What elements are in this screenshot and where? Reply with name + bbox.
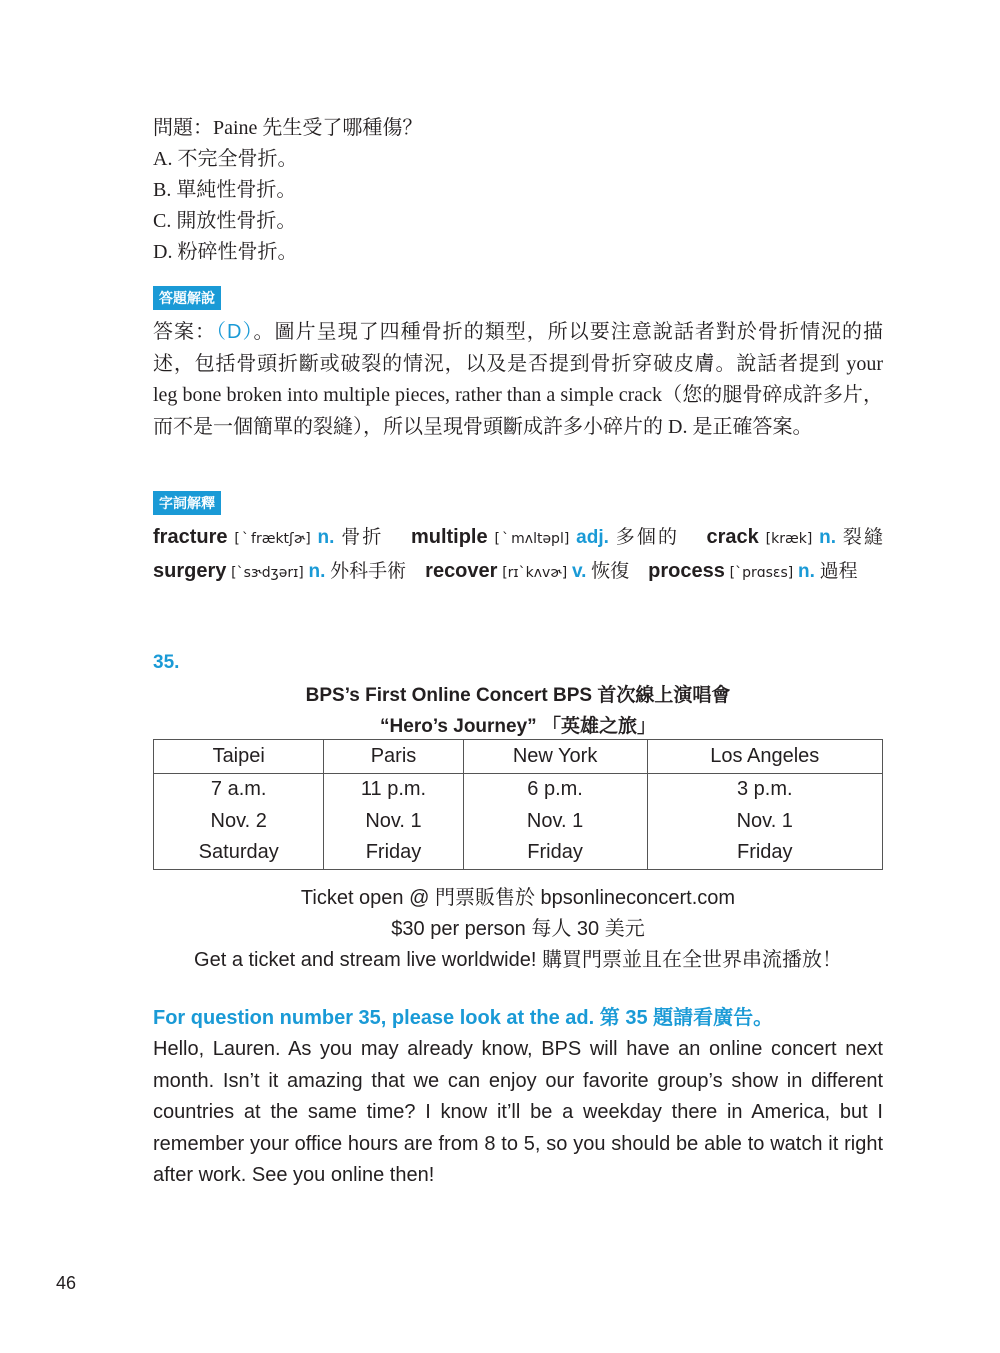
table-cell: 6 p.m. Nov. 1 Friday	[463, 774, 647, 870]
vocab-item: recover [rɪˋkʌvɚ] v. 恢復	[425, 559, 630, 582]
page-number: 46	[56, 1273, 77, 1293]
table-cell: 3 p.m. Nov. 1 Friday	[647, 774, 882, 870]
option-c: C. 開放性骨折。	[153, 210, 297, 232]
vocab-item: fracture [ˋfræktʃɚ] n. 骨折	[153, 526, 384, 548]
vocab-item: multiple [ˋmʌltəpl] adj. 多個的	[410, 526, 680, 548]
stream-line: Get a ticket and stream live worldwide! 購買門票並且在全世界串流播放！	[194, 949, 842, 971]
ad-subtitle: “Hero’s Journey” 「英雄之旅」	[380, 716, 656, 737]
ticket-line: Ticket open @ 門票販售於 bpsonlineconcert.com	[300, 887, 736, 909]
script-text: Hello, Lauren. As you may already know, BPS will have an online concert next month. Isn’t it amazing that we can enjoy our favorite group’s show in different countries at the same time? I know it’ll be a weekday there in America, but I remember your office hours are from 8 to 5, so you should be able to watch it right after work. See you online then!	[153, 1038, 883, 1186]
answer-prefix: 答案：	[153, 321, 217, 343]
answer-value: （D）	[216, 321, 254, 343]
vocab-item: surgery [ˋsɝdʒərɪ] n. 外科手術	[153, 559, 407, 582]
column-header: New York	[463, 740, 647, 774]
vocab-item: crack [kræk] n. 裂縫	[706, 526, 884, 548]
table-header-row	[154, 740, 883, 774]
option-d: D. 粉碎性骨折。	[153, 241, 298, 263]
explanation-badge: 答題解說	[153, 286, 221, 310]
table-cell: 7 a.m. Nov. 2 Saturday	[154, 774, 324, 870]
table-cell: 11 p.m. Nov. 1 Friday	[324, 774, 463, 870]
column-header: Taipei	[154, 740, 324, 774]
vocabulary-badge: 字詞解釋	[153, 491, 221, 515]
column-header: Los Angeles	[647, 740, 882, 774]
instruction-line: For question number 35, please look at the ad. 第 35 題請看廣告。	[153, 1007, 774, 1029]
column-header: Paris	[324, 740, 463, 774]
concert-schedule-table	[153, 739, 883, 870]
explanation-body: 。圖片呈現了四種骨折的類型，所以要注意說話者對於骨折情況的描述，包括骨頭折斷或破裂的情況，以及是否提到骨折穿破皮膚。說話者提到 your leg bone broken into multiple pieces, rather than a simple crack（您的腿骨碎成許多片，而不是一個簡單的裂縫），所以呈現骨頭斷成許多小碎片的 D. 是正確答案。	[153, 321, 883, 438]
option-a: A. 不完全骨折。	[153, 148, 298, 170]
ad-title: BPS’s First Online Concert BPS 首次線上演唱會	[305, 685, 731, 706]
question-prompt: 問題：Paine 先生受了哪種傷？	[153, 117, 423, 139]
question-number: 35.	[153, 652, 180, 673]
explanation-text	[153, 317, 883, 443]
table-row	[154, 774, 883, 870]
price-line: $30 per person 每人 30 美元	[391, 918, 645, 940]
option-b: B. 單純性骨折。	[153, 179, 297, 201]
vocabulary-list	[153, 522, 883, 589]
vocab-item: process [ˋprɑsɛs] n. 過程	[648, 559, 858, 582]
